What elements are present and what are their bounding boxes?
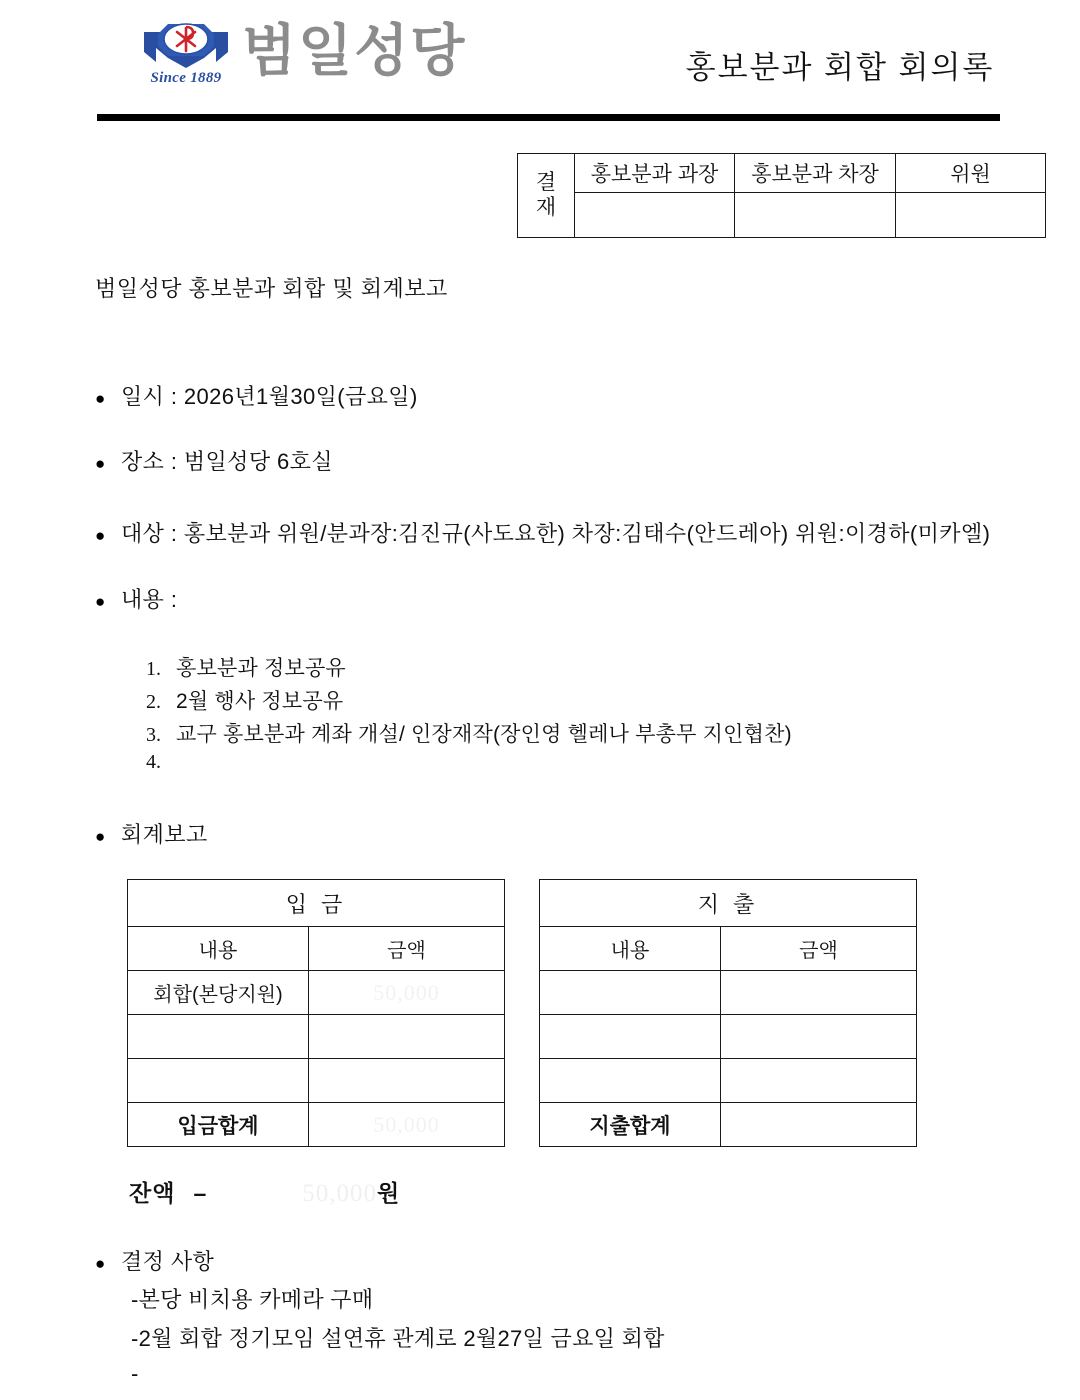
field-date-label: 일시 : xyxy=(121,384,178,409)
balance-unit: 원 xyxy=(376,1180,400,1206)
expense-table xyxy=(539,879,917,1147)
approval-column-header-manager: 홍보분과 과장 xyxy=(575,154,735,193)
table-row xyxy=(128,880,505,927)
balance-line xyxy=(129,1175,399,1208)
income-table xyxy=(127,879,505,1147)
expense-row-3-amount[interactable] xyxy=(721,1059,917,1103)
approval-signature-deputy[interactable] xyxy=(735,193,896,238)
balance-dash: – xyxy=(193,1180,207,1206)
expense-header-desc: 내용 xyxy=(540,927,721,971)
table-row xyxy=(540,1059,917,1103)
list-item xyxy=(146,718,792,751)
income-row-2-amount[interactable] xyxy=(309,1015,505,1059)
income-row-3-desc[interactable] xyxy=(128,1059,309,1103)
bullet-icon: ● xyxy=(95,827,106,846)
expense-row-2-desc[interactable] xyxy=(540,1015,721,1059)
subject-line: 범일성당 홍보분과 회합 및 회계보고 xyxy=(95,276,448,301)
income-row-1-desc[interactable]: 회합(본당지원) xyxy=(128,971,309,1015)
agenda-list xyxy=(146,652,792,784)
agenda-marker: 4. xyxy=(146,751,161,773)
agenda-marker: 2. xyxy=(146,691,161,713)
agenda-text: 교구 홍보분과 계좌 개설/ 인장재작(장인영 헬레나 부총무 지인협찬) xyxy=(176,723,792,746)
agenda-text: 홍보분과 정보공유 xyxy=(176,657,346,680)
bullet-icon: ● xyxy=(95,1254,106,1273)
accounting-section-label: 회계보고 xyxy=(121,822,208,847)
income-row-3-amount[interactable] xyxy=(309,1059,505,1103)
logo-wordmark: 범일성당 xyxy=(242,19,467,82)
list-item xyxy=(146,685,792,718)
table-row xyxy=(540,1015,917,1059)
field-attendees-label: 대상 : xyxy=(121,521,178,546)
table-row xyxy=(128,1015,505,1059)
field-date-value: 2026년1월30일(금요일) xyxy=(183,384,418,409)
expense-row-2-amount[interactable] xyxy=(721,1015,917,1059)
document-header xyxy=(0,0,1080,105)
expense-table-title: 지 출 xyxy=(540,880,917,927)
list-item: -본당 비치용 카메라 구매 xyxy=(131,1287,374,1312)
accounting-section-heading xyxy=(95,818,208,849)
field-location-label: 장소 : xyxy=(121,449,178,474)
income-header-amount: 금액 xyxy=(309,927,505,971)
expense-row-1-desc[interactable] xyxy=(540,971,721,1015)
table-row xyxy=(540,880,917,927)
field-contents-label: 내용 : xyxy=(121,587,178,612)
expense-header-amount: 금액 xyxy=(721,927,917,971)
list-item: - xyxy=(131,1361,139,1386)
parish-logo xyxy=(136,18,466,90)
income-row-1-amount[interactable]: 50,000 xyxy=(309,971,505,1015)
agenda-text: 2월 행사 정보공유 xyxy=(176,690,344,713)
logo-since-text: Since 1889 xyxy=(150,70,222,86)
bullet-icon: ● xyxy=(95,389,106,408)
list-item xyxy=(146,751,792,784)
income-row-2-desc[interactable] xyxy=(128,1015,309,1059)
decisions-heading-label: 결정 사항 xyxy=(121,1249,215,1274)
approval-label-cell xyxy=(518,154,575,238)
table-row xyxy=(128,1103,505,1147)
field-location-value: 범일성당 6호실 xyxy=(183,449,333,474)
agenda-marker: 3. xyxy=(146,724,161,746)
table-row xyxy=(540,1103,917,1147)
table-row xyxy=(540,971,917,1015)
decisions-list xyxy=(131,1283,665,1400)
field-attendees xyxy=(95,517,990,548)
approval-label-char-2: 재 xyxy=(535,195,557,219)
income-total-label: 입금합계 xyxy=(128,1103,309,1147)
table-row xyxy=(518,193,1046,238)
approval-column-header-deputy: 홍보분과 차장 xyxy=(735,154,896,193)
bullet-icon: ● xyxy=(95,454,106,473)
table-row xyxy=(128,971,505,1015)
bullet-icon: ● xyxy=(95,592,106,611)
income-table-title: 입 금 xyxy=(128,880,505,927)
table-row xyxy=(128,1059,505,1103)
agenda-marker: 1. xyxy=(146,658,161,680)
page-title: 홍보분과 회합 회의록 xyxy=(685,50,995,85)
expense-row-1-amount[interactable] xyxy=(721,971,917,1015)
bullet-icon: ● xyxy=(95,526,106,545)
approval-label-char-1: 결 xyxy=(535,170,557,194)
list-item: -2월 회합 정기모임 설연휴 관계로 2월27일 금요일 회합 xyxy=(131,1326,665,1351)
table-row xyxy=(128,927,505,971)
expense-total-amount[interactable] xyxy=(721,1103,917,1147)
income-header-desc: 내용 xyxy=(128,927,309,971)
table-row xyxy=(518,154,1046,193)
field-contents xyxy=(95,583,177,614)
balance-label: 잔액 xyxy=(129,1180,176,1206)
header-divider xyxy=(97,114,1000,121)
approval-table xyxy=(517,153,1046,238)
decisions-heading xyxy=(95,1245,214,1276)
balance-amount: 50,000 xyxy=(302,1180,377,1207)
list-item xyxy=(146,652,792,685)
field-attendees-value: 홍보분과 위원/분과장:김진규(사도요한) 차장:김태수(안드레아) 위원:이경하(미카엘) xyxy=(183,521,991,546)
field-location xyxy=(95,445,333,476)
expense-row-3-desc[interactable] xyxy=(540,1059,721,1103)
table-row xyxy=(540,927,917,971)
approval-signature-member[interactable] xyxy=(896,193,1046,238)
chi-rho-shield-icon xyxy=(136,18,236,90)
approval-column-header-member: 위원 xyxy=(896,154,1046,193)
approval-signature-manager[interactable] xyxy=(575,193,735,238)
field-date xyxy=(95,380,418,411)
income-total-amount[interactable]: 50,000 xyxy=(309,1103,505,1147)
expense-total-label: 지출합계 xyxy=(540,1103,721,1147)
